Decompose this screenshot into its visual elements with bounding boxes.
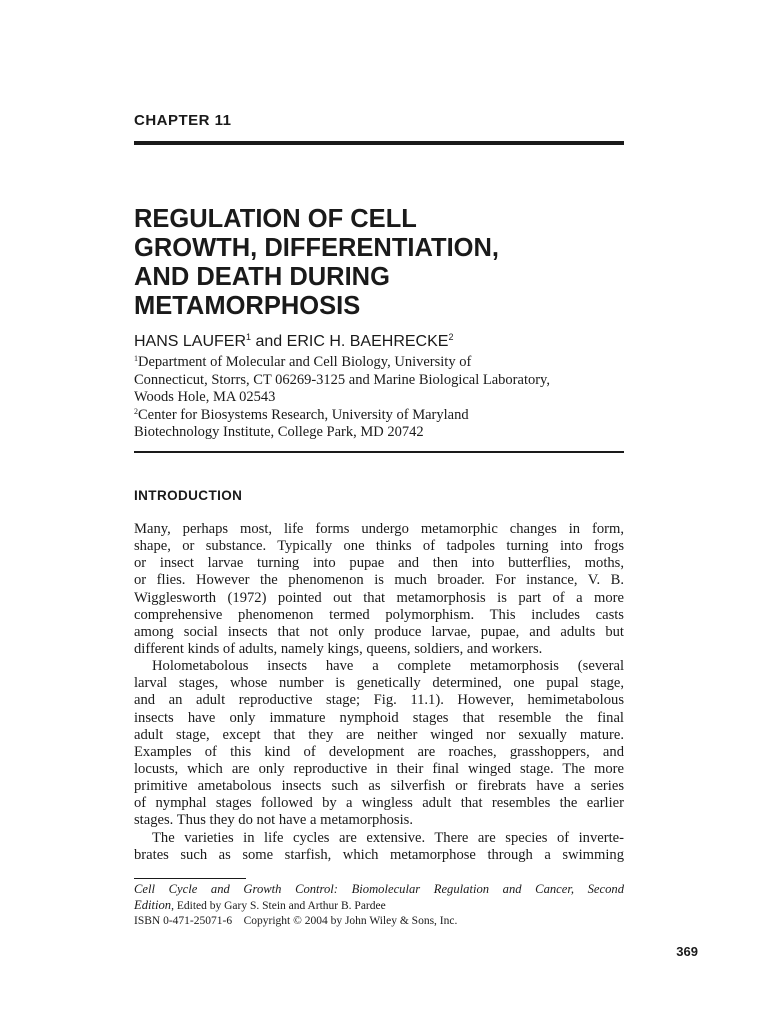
chapter-title [134,205,624,321]
footnote-rule [134,878,246,879]
title-line: REGULATION OF CELL [134,205,417,233]
affiliation-text: Center for Biosystems Research, University of Maryland [138,406,469,423]
title-line: GROWTH, DIFFERENTIATION, [134,234,499,262]
section-heading: INTRODUCTION [134,488,243,503]
affiliation-text: Department of Molecular and Cell Biology, University of [138,354,472,370]
footnote-edition: Edition [134,897,172,912]
body-line: larval stages, whose number is genetically determined, one pupal stage, [134,675,624,692]
affiliation-line [134,354,624,372]
body-line: Examples of this kind of development are roaches, grasshoppers, and [134,743,624,760]
affiliations [134,354,624,442]
affiliation-line: Woods Hole, MA 02543 [134,389,276,405]
author-line [134,333,453,351]
body-line: or flies. However the phenomenon is much broader. For instance, V. B. [134,572,624,589]
body-line: brates such as some starfish, which metamorphose through a swimming [134,846,624,863]
body-line: of nymphal stages followed by a wingless adult that resembles the earlier [134,795,624,812]
body-line: among social insects that not only produce larvae, pupae, and adults but [134,623,624,640]
body-line: Many, perhaps most, life forms undergo metamorphic changes in form, [134,521,624,537]
affiliation-superscript: 2 [134,406,138,416]
body-line: locusts, which are only reproductive in their final winged stage. The more [134,760,624,777]
footnote-editors: , Edited by Gary S. Stein and Arthur B. Pardee [171,899,386,912]
footnote-isbn: ISBN 0-471-25071-6 Copyright © 2004 by John Wiley & Sons, Inc. [134,915,458,927]
body-line: stages. Thus they do not have a metamorphosis. [134,812,413,829]
body-line: Wigglesworth (1972) pointed out that metamorphosis is part of a more [134,589,624,606]
author-superscript: 1 [246,332,252,342]
title-line: AND DEATH DURING [134,263,390,291]
body-line: shape, or substance. Typically one thinks of tadpoles turning into frogs [134,538,624,555]
author-superscript: 2 [448,332,454,342]
body-line: insects have only immature nymphoid stages that resemble the final [134,709,624,726]
footnote-edition-line [134,898,624,915]
footnote [134,882,624,930]
body-line: Holometabolous insects have a complete metamorphosis (several [152,658,624,675]
author-name: ERIC H. BAEHRECKE [286,333,449,350]
body-line: and an adult reproductive stage; Fig. 11.1). However, hemimetabolous [134,692,624,709]
body-line: comprehensive phenomenon termed polymorphism. This includes casts [134,606,624,623]
body-line: primitive ametabolous insects such as silverfish or firebrats have a series [134,778,624,795]
title-line: METAMORPHOSIS [134,292,361,320]
author-name: HANS LAUFER [134,333,247,350]
affiliation-line: Biotechnology Institute, College Park, MD 20742 [134,424,424,440]
chapter-label: CHAPTER 11 [134,112,232,129]
affiliation-line: Connecticut, Storrs, CT 06269-3125 and Marine Biological Laboratory, [134,371,550,388]
header-divider [134,451,624,453]
body-line: The varieties in life cycles are extensive. There are species of inverte- [152,829,624,846]
chapter-rule [134,141,624,145]
body-line: or insect larvae turning into pupae and then into butterflies, moths, [134,555,624,572]
body-line: different kinds of adults, namely kings, queens, soldiers, and workers. [134,640,543,657]
affiliation-line [134,407,624,425]
body-line: adult stage, except that they are neither winged nor sexually mature. [134,726,624,743]
footnote-book-title: Cell Cycle and Growth Control: Biomolecular Regulation and Cancer, Second [134,882,624,896]
page-number: 369 [676,944,698,959]
body-text [134,521,624,864]
affiliation-superscript: 1 [134,354,138,363]
author-connector: and [251,333,287,350]
